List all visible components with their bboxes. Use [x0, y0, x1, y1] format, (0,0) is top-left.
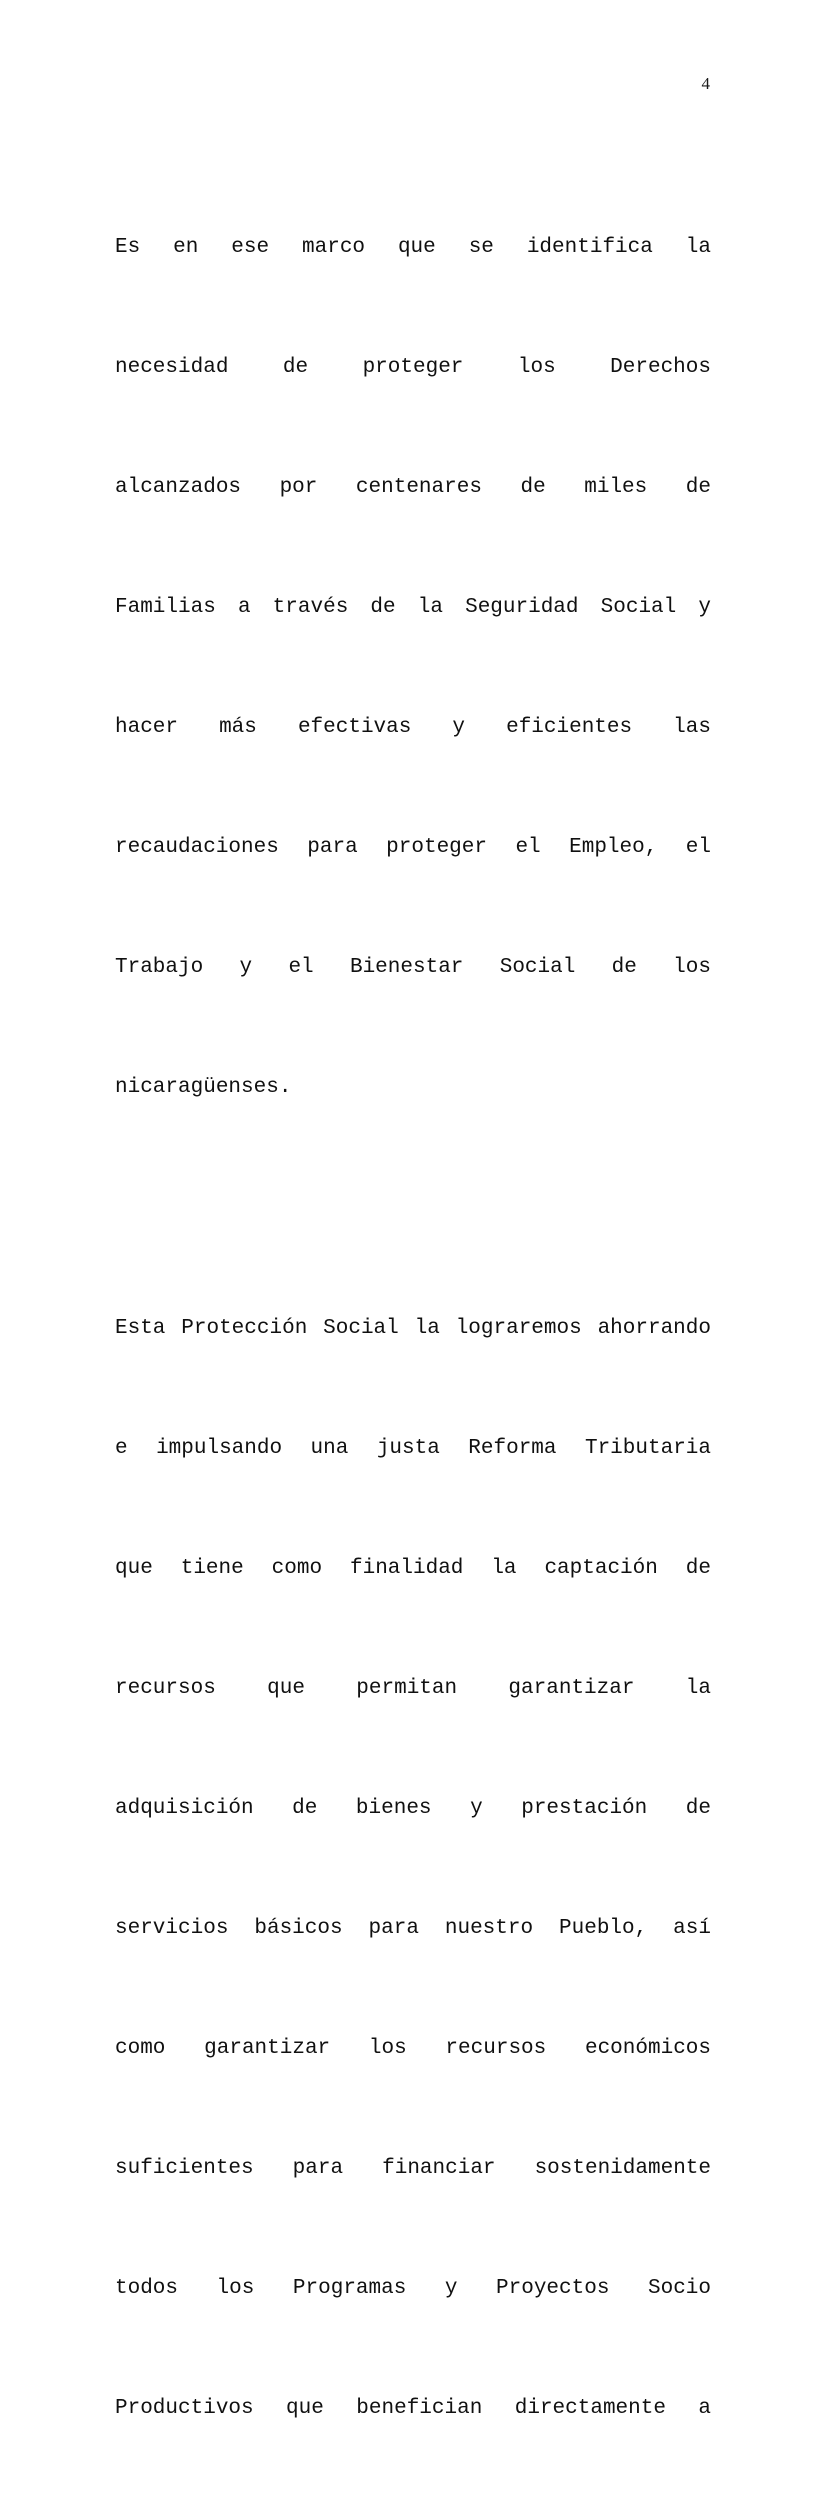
text-line: recaudaciones para proteger el Empleo, el [115, 836, 711, 859]
text-line: todos los Programas y Proyectos Socio [115, 2277, 711, 2300]
text-line: como garantizar los recursos económicos [115, 2037, 711, 2060]
document-body [115, 148, 711, 2509]
page-number: 4 [701, 74, 710, 93]
text-line: Esta Protección Social la lograremos ahorrando [115, 1317, 711, 1340]
text-line: hacer más efectivas y eficientes las [115, 716, 711, 739]
text-line: alcanzados por centenares de miles de [115, 476, 711, 499]
paragraph-spacer [115, 1188, 711, 1229]
text-line: que tiene como finalidad la captación de [115, 1557, 711, 1580]
text-line: Productivos que benefician directamente a [115, 2397, 711, 2420]
paragraph-2 [115, 1229, 711, 2509]
text-line: e impulsando una justa Reforma Tributaria [115, 1437, 711, 1460]
text-line: nicaragüenses. [115, 1076, 292, 1099]
text-line: necesidad de proteger los Derechos [115, 356, 711, 379]
text-line: suficientes para financiar sostenidamente [115, 2157, 711, 2180]
text-line: recursos que permitan garantizar la [115, 1677, 711, 1700]
text-line: adquisición de bienes y prestación de [115, 1797, 711, 1820]
text-line: servicios básicos para nuestro Pueblo, así [115, 1917, 711, 1940]
text-line: Es en ese marco que se identifica la [115, 236, 711, 259]
paragraph-1 [115, 148, 711, 1188]
text-line: Familias a través de la Seguridad Social y [115, 596, 711, 619]
text-line: Trabajo y el Bienestar Social de los [115, 956, 711, 979]
